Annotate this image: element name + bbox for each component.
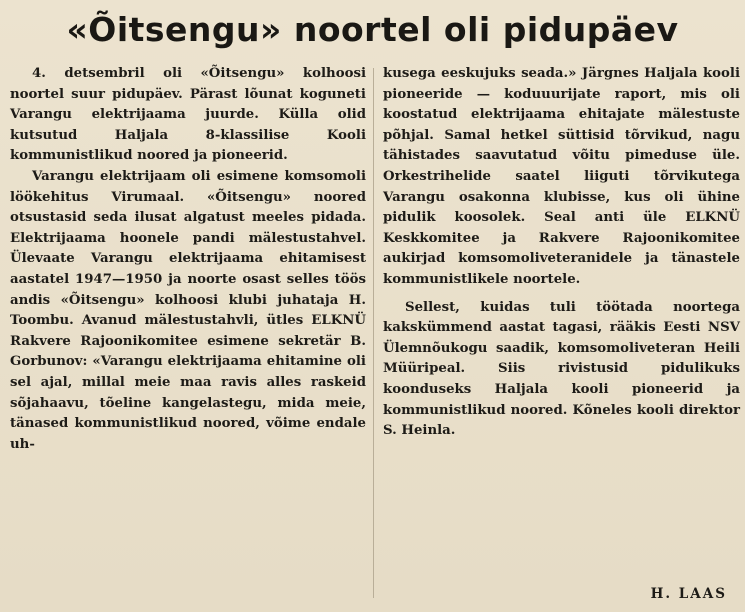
article-column-left bbox=[10, 64, 366, 455]
paragraph-3: kusega eeskujuks seada.» Järgnes Haljala kooli pioneeride — koduuurijate raport, mis oli koostatud elektrijaama ehitajate mälestuste põhjal. Samal hetkel süttisid tõrvikud, nagu tähistades saavutatud võitu pimeduse üle. Orkestrihelide saatel liiguti tõrvikutega Varangu osakonna klubisse, kus oli ühine pidulik koosolek. Seal anti üle ELKNÜ Keskkomitee ja Rakvere Rajoonikomitee aukirjad komsomoliveteranidele ja tänastele kommunistlikele noortele. bbox=[383, 66, 740, 287]
author-signature: H. LAAS bbox=[650, 586, 727, 602]
column-divider bbox=[373, 68, 374, 598]
paragraph-4: Sellest, kuidas tuli töötada noortega kakskümmend aastat tagasi, rääkis Eesti NSV Ülemnõukogu saadik, komsomoliveteran Heili Müüripeal. Siis rivistusid pidulikuks koonduseks Haljala kooli pioneerid ja kommunistlikud noored. Kõneles kooli direktor S. Heinla. bbox=[383, 299, 740, 439]
article-column-right bbox=[383, 64, 740, 442]
paragraph-1: 4. detsembril oli «Õitsengu» kolhoosi noortel suur pidupäev. Pärast lõunat koguneti Varangu elektrijaama juurde. Külla olid kutsutud Haljala 8-klassilise Kooli kommunistlikud noored ja pioneerid. bbox=[10, 66, 366, 164]
article-headline: «Õitsengu» noortel oli pidupäev bbox=[66, 10, 679, 49]
paragraph-2: Varangu elektrijaam oli esimene komsomoli löökehitus Virumaal. «Õitsengu» noored otsustasid seda ilusat algatust meeles pidada. Elektrijaama hoonele pandi mälestustahvel. Ülevaate Varangu elektrijaama ehitamisest aastatel 1947—1950 ja noorte osast selles töös andis «Õitsengu» kolhoosi klubi juhataja H. Toombu. Avanud mälestustahvli, ütles ELKNÜ Rakvere Rajoonikomitee esimene sekretär B. Gorbunov: «Varangu elektrijaama ehitamine oli sel ajal, millal meie maa ravis alles raskeid sõjahaavu, tõeline kangelastegu, mida meie, tänased kommunistlikud noored, võime endale uh- bbox=[10, 168, 366, 452]
